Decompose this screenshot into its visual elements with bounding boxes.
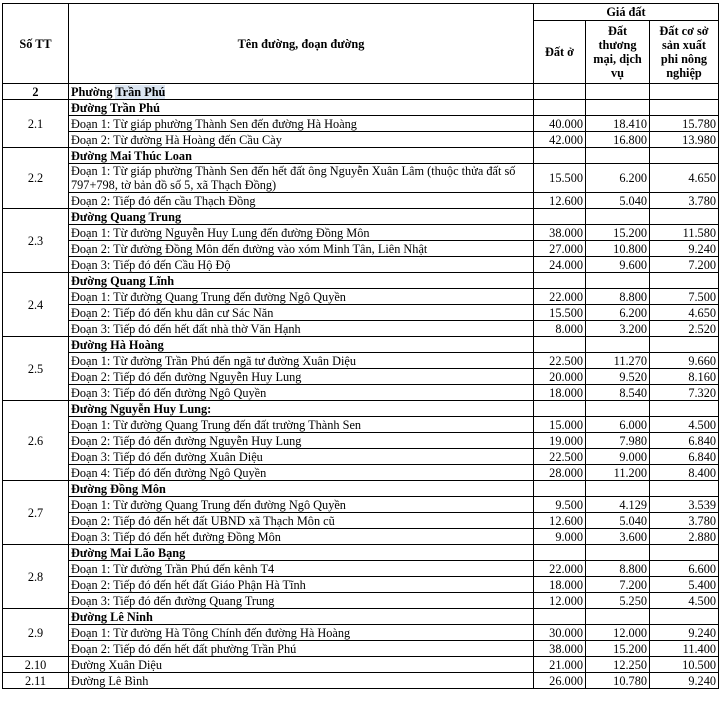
price-residential: 20.000 — [534, 369, 586, 385]
price-residential: 21.000 — [534, 657, 586, 673]
price-production: 11.400 — [650, 641, 719, 657]
price-commercial: 9.600 — [586, 257, 650, 273]
street-name: Đường Mai Lão Bạng — [69, 545, 534, 561]
header-dat-tmdv: Đất thương mại, dịch vụ — [586, 21, 650, 84]
empty-cell — [586, 148, 650, 164]
street-name: Đường Lê Ninh — [69, 609, 534, 625]
ward-title — [69, 84, 534, 100]
header-dat-o: Đất ở — [534, 21, 586, 84]
row-number: 2.1 — [3, 100, 69, 148]
street-header-row — [3, 148, 719, 164]
price-residential: 38.000 — [534, 225, 586, 241]
empty-cell — [650, 100, 719, 116]
empty-cell — [586, 401, 650, 417]
segment-name: Đoạn 3: Tiếp đó đến hết đường Đồng Môn — [69, 529, 534, 545]
street-name: Đường Lê Bình — [69, 673, 534, 689]
segment-name: Đoạn 1: Từ đường Nguyễn Huy Lung đến đường Đồng Môn — [69, 225, 534, 241]
price-commercial: 12.000 — [586, 625, 650, 641]
price-commercial: 8.540 — [586, 385, 650, 401]
empty-cell — [534, 100, 586, 116]
price-commercial: 7.980 — [586, 433, 650, 449]
price-residential: 15.500 — [534, 305, 586, 321]
row-number: 2.4 — [3, 273, 69, 337]
street-name: Đường Trần Phú — [69, 100, 534, 116]
price-commercial: 5.250 — [586, 593, 650, 609]
row-number: 2.9 — [3, 609, 69, 657]
land-price-table — [2, 3, 719, 689]
empty-cell — [534, 273, 586, 289]
price-production: 13.980 — [650, 132, 719, 148]
table-row — [3, 417, 719, 433]
empty-cell — [586, 337, 650, 353]
table-row — [3, 625, 719, 641]
price-commercial: 8.800 — [586, 561, 650, 577]
empty-cell — [534, 545, 586, 561]
price-residential: 24.000 — [534, 257, 586, 273]
segment-name: Đoạn 1: Từ giáp phường Thành Sen đến hết đất ông Nguyễn Xuân Lâm (thuộc thửa đất số 797+798, tờ bản đồ số 5, xã Thạch Đồng) — [69, 164, 534, 193]
price-residential: 27.000 — [534, 241, 586, 257]
empty-cell — [534, 209, 586, 225]
price-production: 2.880 — [650, 529, 719, 545]
ward-name: Trần Phú — [115, 84, 166, 99]
price-production: 8.400 — [650, 465, 719, 481]
price-production: 9.240 — [650, 673, 719, 689]
segment-name: Đoạn 2: Tiếp đó đến đường Nguyễn Huy Lung — [69, 433, 534, 449]
price-residential: 9.000 — [534, 529, 586, 545]
segment-name: Đoạn 3: Tiếp đó đến đường Xuân Diệu — [69, 449, 534, 465]
row-number: 2.10 — [3, 657, 69, 673]
empty-cell — [586, 545, 650, 561]
segment-name: Đoạn 1: Từ đường Trần Phú đến ngã tư đường Xuân Diệu — [69, 353, 534, 369]
street-name: Đường Quang Trung — [69, 209, 534, 225]
price-residential: 40.000 — [534, 116, 586, 132]
empty-cell — [586, 273, 650, 289]
segment-name: Đoạn 1: Từ đường Hà Tông Chính đến đường Hà Hoàng — [69, 625, 534, 641]
segment-name: Đoạn 3: Tiếp đó đến hết đất nhà thờ Văn Hạnh — [69, 321, 534, 337]
price-production: 15.780 — [650, 116, 719, 132]
table-body — [3, 84, 719, 689]
price-production: 6.840 — [650, 433, 719, 449]
price-residential: 12.600 — [534, 513, 586, 529]
price-commercial: 16.800 — [586, 132, 650, 148]
row-number: 2.8 — [3, 545, 69, 609]
street-header-row — [3, 100, 719, 116]
price-commercial: 9.000 — [586, 449, 650, 465]
segment-name: Đoạn 3: Tiếp đó đến Cầu Hộ Độ — [69, 257, 534, 273]
street-header-row — [3, 481, 719, 497]
price-commercial: 7.200 — [586, 577, 650, 593]
table-row — [3, 513, 719, 529]
segment-name: Đoạn 2: Tiếp đó đến hết đất phường Trần Phú — [69, 641, 534, 657]
segment-name: Đoạn 1: Từ đường Quang Trung đến đường Ngô Quyền — [69, 497, 534, 513]
row-number: 2.2 — [3, 148, 69, 209]
table-row — [3, 132, 719, 148]
empty-cell — [586, 209, 650, 225]
empty-cell — [534, 337, 586, 353]
price-residential: 22.500 — [534, 449, 586, 465]
price-commercial: 3.600 — [586, 529, 650, 545]
price-residential: 9.500 — [534, 497, 586, 513]
table-row — [3, 433, 719, 449]
price-production: 11.580 — [650, 225, 719, 241]
price-production: 3.539 — [650, 497, 719, 513]
price-residential: 12.000 — [534, 593, 586, 609]
segment-name: Đoạn 1: Từ giáp phường Thành Sen đến đường Hà Hoàng — [69, 116, 534, 132]
segment-name: Đoạn 2: Tiếp đó đến hết đất Giáo Phận Hà Tĩnh — [69, 577, 534, 593]
table-row — [3, 257, 719, 273]
segment-name: Đoạn 4: Tiếp đó đến đường Ngô Quyền — [69, 465, 534, 481]
table-row — [3, 241, 719, 257]
price-production: 3.780 — [650, 513, 719, 529]
segment-name: Đoạn 2: Tiếp đó đến khu dân cư Sác Năn — [69, 305, 534, 321]
empty-cell — [534, 481, 586, 497]
price-commercial: 15.200 — [586, 225, 650, 241]
price-commercial: 8.800 — [586, 289, 650, 305]
price-residential: 18.000 — [534, 577, 586, 593]
table-row — [3, 641, 719, 657]
ward-prefix: Phường — [71, 84, 113, 99]
segment-name: Đoạn 2: Từ đường Hà Hoàng đến Cầu Cày — [69, 132, 534, 148]
price-production: 7.320 — [650, 385, 719, 401]
table-row — [3, 577, 719, 593]
price-residential: 26.000 — [534, 673, 586, 689]
street-header-row — [3, 209, 719, 225]
street-header-row — [3, 273, 719, 289]
price-production: 9.240 — [650, 625, 719, 641]
land-price-page — [2, 3, 718, 689]
price-production: 6.600 — [650, 561, 719, 577]
price-residential: 12.600 — [534, 193, 586, 209]
price-commercial: 12.250 — [586, 657, 650, 673]
street-name: Đường Quang Lĩnh — [69, 273, 534, 289]
price-production: 4.650 — [650, 164, 719, 193]
table-row — [3, 193, 719, 209]
header-dat-sxpnn: Đất cơ sở sản xuất phi nông nghiệp — [650, 21, 719, 84]
row-number: 2.11 — [3, 673, 69, 689]
price-commercial: 6.200 — [586, 305, 650, 321]
price-production: 4.650 — [650, 305, 719, 321]
segment-name: Đoạn 2: Tiếp đó đến hết đất UBND xã Thạch Môn cũ — [69, 513, 534, 529]
table-row — [3, 225, 719, 241]
price-residential: 30.000 — [534, 625, 586, 641]
price-production: 4.500 — [650, 417, 719, 433]
table-row — [3, 657, 719, 673]
empty-cell — [650, 148, 719, 164]
price-production: 7.200 — [650, 257, 719, 273]
price-residential: 22.000 — [534, 561, 586, 577]
price-commercial: 18.410 — [586, 116, 650, 132]
table-row — [3, 449, 719, 465]
ward-row — [3, 84, 719, 100]
header-so-tt: Số TT — [3, 4, 69, 84]
segment-name: Đoạn 3: Tiếp đó đến đường Ngô Quyền — [69, 385, 534, 401]
price-commercial: 11.270 — [586, 353, 650, 369]
table-row — [3, 497, 719, 513]
empty-cell — [650, 401, 719, 417]
street-header-row — [3, 337, 719, 353]
street-header-row — [3, 609, 719, 625]
ward-number: 2 — [3, 84, 69, 100]
row-number: 2.6 — [3, 401, 69, 481]
price-residential: 8.000 — [534, 321, 586, 337]
street-header-row — [3, 545, 719, 561]
row-number: 2.7 — [3, 481, 69, 545]
price-production: 3.780 — [650, 193, 719, 209]
price-production: 10.500 — [650, 657, 719, 673]
empty-cell — [650, 209, 719, 225]
table-row — [3, 385, 719, 401]
price-residential: 18.000 — [534, 385, 586, 401]
price-production: 4.500 — [650, 593, 719, 609]
price-commercial: 6.000 — [586, 417, 650, 433]
price-residential: 19.000 — [534, 433, 586, 449]
price-residential: 22.500 — [534, 353, 586, 369]
price-residential: 15.500 — [534, 164, 586, 193]
price-production: 9.660 — [650, 353, 719, 369]
price-production: 8.160 — [650, 369, 719, 385]
table-row — [3, 561, 719, 577]
empty-cell — [650, 609, 719, 625]
street-name: Đường Hà Hoàng — [69, 337, 534, 353]
price-production: 6.840 — [650, 449, 719, 465]
price-commercial: 5.040 — [586, 193, 650, 209]
empty-cell — [586, 481, 650, 497]
street-name: Đường Đồng Môn — [69, 481, 534, 497]
empty-cell — [534, 148, 586, 164]
empty-cell — [586, 100, 650, 116]
table-row — [3, 321, 719, 337]
street-name: Đường Xuân Diệu — [69, 657, 534, 673]
table-row — [3, 289, 719, 305]
empty-cell — [650, 337, 719, 353]
price-production: 9.240 — [650, 241, 719, 257]
header-gia-dat: Giá đất — [534, 4, 719, 21]
price-commercial: 4.129 — [586, 497, 650, 513]
header-row-top — [3, 4, 719, 21]
street-name: Đường Nguyễn Huy Lung: — [69, 401, 534, 417]
empty-cell — [650, 545, 719, 561]
price-commercial: 6.200 — [586, 164, 650, 193]
segment-name: Đoạn 2: Tiếp đó đến cầu Thạch Đồng — [69, 193, 534, 209]
table-row — [3, 305, 719, 321]
table-row — [3, 593, 719, 609]
segment-name: Đoạn 2: Tiếp đó đến đường Nguyễn Huy Lung — [69, 369, 534, 385]
segment-name: Đoạn 1: Từ đường Trần Phú đến kênh T4 — [69, 561, 534, 577]
table-row — [3, 353, 719, 369]
empty-cell — [534, 609, 586, 625]
segment-name: Đoạn 1: Từ đường Quang Trung đến đường Ngô Quyền — [69, 289, 534, 305]
price-residential: 28.000 — [534, 465, 586, 481]
table-row — [3, 673, 719, 689]
price-commercial: 3.200 — [586, 321, 650, 337]
empty-cell — [650, 273, 719, 289]
price-residential: 38.000 — [534, 641, 586, 657]
price-commercial: 15.200 — [586, 641, 650, 657]
segment-name: Đoạn 1: Từ đường Quang Trung đến đất trường Thành Sen — [69, 417, 534, 433]
empty-cell — [650, 481, 719, 497]
price-production: 5.400 — [650, 577, 719, 593]
price-production: 2.520 — [650, 321, 719, 337]
table-row — [3, 465, 719, 481]
price-commercial: 5.040 — [586, 513, 650, 529]
table-row — [3, 529, 719, 545]
price-commercial: 11.200 — [586, 465, 650, 481]
table-row — [3, 369, 719, 385]
price-production: 7.500 — [650, 289, 719, 305]
street-header-row — [3, 401, 719, 417]
segment-name: Đoạn 2: Từ đường Đồng Môn đến đường vào xóm Minh Tân, Liên Nhật — [69, 241, 534, 257]
row-number: 2.5 — [3, 337, 69, 401]
row-number: 2.3 — [3, 209, 69, 273]
price-residential: 22.000 — [534, 289, 586, 305]
segment-name: Đoạn 3: Tiếp đó đến đường Quang Trung — [69, 593, 534, 609]
price-commercial: 9.520 — [586, 369, 650, 385]
table-row — [3, 116, 719, 132]
header-ten-duong: Tên đường, đoạn đường — [69, 4, 534, 84]
price-commercial: 10.780 — [586, 673, 650, 689]
street-name: Đường Mai Thúc Loan — [69, 148, 534, 164]
price-residential: 42.000 — [534, 132, 586, 148]
empty-cell — [586, 609, 650, 625]
price-commercial: 10.800 — [586, 241, 650, 257]
empty-cell — [534, 401, 586, 417]
price-residential: 15.000 — [534, 417, 586, 433]
table-row — [3, 164, 719, 193]
